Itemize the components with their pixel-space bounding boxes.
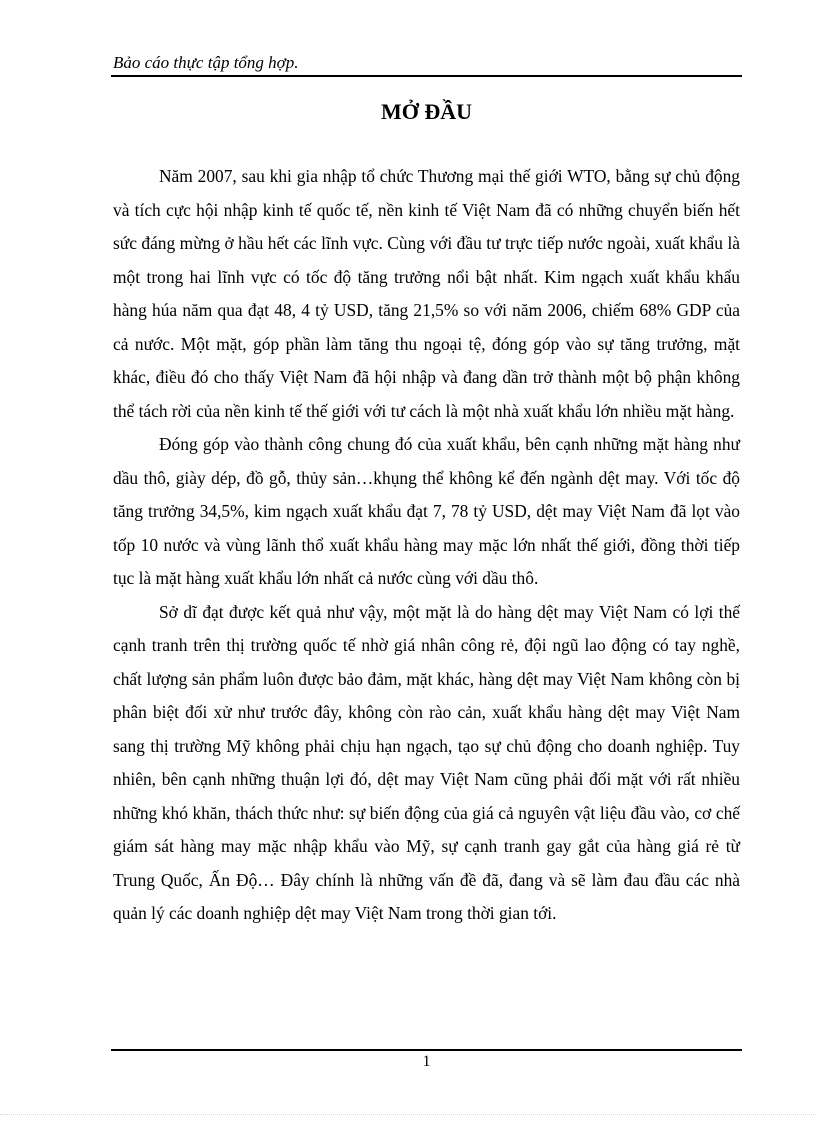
header-text: Bảo cáo thực tập tổng hợp.: [113, 53, 299, 72]
paragraph-1: Năm 2007, sau khi gia nhập tổ chức Thương mại thế giới WTO, bằng sự chủ động và tích cực hội nhập kinh tế quốc tế, nền kinh tế Việt Nam đã có những chuyển biến hết sức đáng mừng ở hầu hết các lĩnh vực. Cùng với đầu tư trực tiếp nước ngoài, xuất khẩu là một trong hai lĩnh vực có tốc độ tăng trưởng nổi bật nhất. Kim ngạch xuất khẩu khẩu hàng húa năm qua đạt 48, 4 tỷ USD, tăng 21,5% so với năm 2006, chiếm 68% GDP của cả nước. Một mặt, góp phần làm tăng thu ngoại tệ, đóng góp vào sự tăng trưởng, mặt khác, điều đó cho thấy Việt Nam đã hội nhập và đang dần trở thành một bộ phận không thể tách rời của nền kinh tế thế giới với tư cách là một nhà xuất khẩu lớn nhiều mặt hàng.: [113, 166, 740, 421]
page-edge-divider: [0, 1114, 816, 1115]
footer-divider: [111, 1049, 742, 1051]
body-text: [113, 160, 740, 931]
header-divider: [111, 75, 742, 77]
page-title: MỞ ĐẦU: [380, 99, 473, 124]
page-number: 1: [422, 1053, 431, 1070]
paragraph-3: Sở dĩ đạt được kết quả như vậy, một mặt là do hàng dệt may Việt Nam có lợi thế cạnh tranh trên thị trường quốc tế nhờ giá nhân công rẻ, đội ngũ lao động có tay nghề, chất lượng sản phẩm luôn được bảo đảm, mặt khác, hàng dệt may Việt Nam không còn bị phân biệt đối xử như trước đây, không còn rào cản, xuất khẩu hàng dệt may Việt Nam sang thị trường Mỹ không phải chịu hạn ngạch, tạo sự chủ động cho doanh nghiệp. Tuy nhiên, bên cạnh những thuận lợi đó, dệt may Việt Nam cũng phải đối mặt với rất nhiều những khó khăn, thách thức như: sự biến động của giá cả nguyên vật liệu đầu vào, cơ chế giám sát hàng may mặc nhập khẩu vào Mỹ, sự cạnh tranh gay gắt của hàng giá rẻ từ Trung Quốc, Ấn Độ… Đây chính là những vấn đề đã, đang và sẽ làm đau đầu các nhà quản lý các doanh nghiệp dệt may Việt Nam trong thời gian tới.: [113, 601, 740, 923]
paragraph-2: Đóng góp vào thành công chung đó của xuất khẩu, bên cạnh những mặt hàng như dầu thô, giày dép, đồ gỗ, thủy sản…khụng thể không kể đến ngành dệt may. Với tốc độ tăng trưởng 34,5%, kim ngạch xuất khẩu đạt 7, 78 tỷ USD, dệt may Việt Nam đã lọt vào tốp 10 nước và vùng lãnh thổ xuất khẩu hàng may mặc lớn nhất thế giới, đồng thời tiếp tục là mặt hàng xuất khẩu lớn nhất cả nước cùng với dầu thô.: [113, 434, 740, 588]
